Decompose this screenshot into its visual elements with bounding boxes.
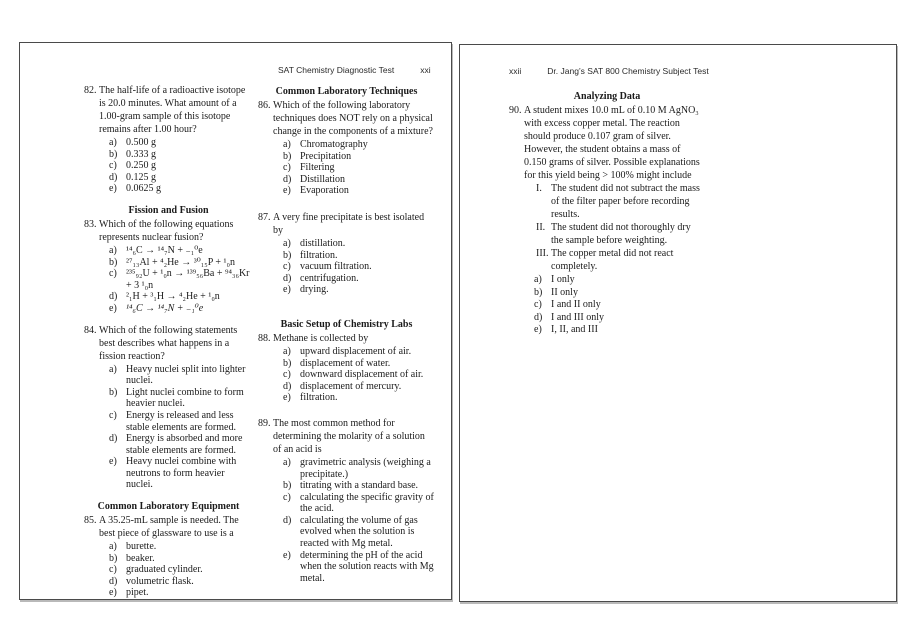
option-letter: d) [283,514,292,526]
answer-option-d [283,174,435,186]
option-text: Energy is absorbed and more stable elements are formed. [126,433,243,456]
question-stem: Which of the following statements best describes what happens in a fission reaction? [99,324,238,362]
option-text: 0.0625 g [126,183,161,195]
section-heading-basic-setup-of-chemistry-labs: Basic Setup of Chemistry Labs [280,318,413,330]
option-text: 0.125 g [126,171,156,183]
option-text: ²³⁵₉₂U + ¹₀n → ¹³⁹₅₆Ba + ⁹⁴₃₆Kr + 3 ¹₀n [126,268,250,291]
option-letter: e) [109,456,117,468]
question-number: 87. [258,211,271,223]
answer-options [99,364,253,492]
answer-option-d [534,312,705,325]
answer-options [273,457,435,585]
book-page-left [19,42,452,600]
option-text: Precipitation [300,150,352,162]
answer-option-d [283,273,435,285]
option-text: calculating the volume of gas evolved when the solution is reacted with Mg metal. [300,514,418,550]
option-text: filtration. [300,249,338,261]
question-87 [258,211,435,296]
option-text: ¹⁴₆C → ¹⁴₇N + ₋₁⁰e [126,302,204,314]
roman-label: II. [536,222,546,233]
question-number: 82. [84,85,97,96]
answer-options [99,137,253,195]
answer-option-a [534,274,705,287]
answer-option-b [283,250,435,262]
answer-option-d [109,433,253,456]
answer-option-e [109,183,253,195]
answer-option-c [109,410,253,433]
running-header-title: Dr. Jang’s SAT 800 Chemistry Subject Test [547,66,709,76]
answer-option-b [283,480,435,492]
option-text: 0.500 g [126,137,156,148]
answer-option-e [283,185,435,197]
question-stem: The half-life of a radioactive isotope is 20.0 minutes. What amount of a 1.00-gram sample of this isotope remains after 1.00 hour? [99,85,246,135]
option-text: filtration. [300,392,338,404]
option-text: gravimetric analysis (weighing a precipitate.) [300,456,431,480]
statement-text: The student did not thoroughly dry the sample before weighting. [551,222,691,246]
running-header-left [278,65,431,75]
question-number: 85. [84,515,97,527]
section-heading-common-laboratory-techniques: Common Laboratory Techniques [275,86,418,97]
option-letter: d) [109,575,118,587]
book-page-right [459,44,897,602]
option-letter: d) [109,291,118,303]
option-letter: a) [283,345,291,357]
option-letter: b) [109,386,118,398]
option-letter: e) [109,302,117,314]
question-88 [258,332,435,404]
answer-options [273,346,435,404]
answer-option-d [283,515,435,550]
question-86 [258,99,435,197]
option-letter: c) [109,409,117,421]
option-letter: a) [109,541,117,553]
answer-option-e [283,284,435,296]
answer-option-c [109,160,253,172]
question-number: 86. [258,100,271,111]
statement-i [536,182,705,221]
question-84 [84,324,253,492]
option-text: distillation. [300,237,346,249]
option-letter: b) [534,286,543,298]
answer-option-b [283,151,435,163]
option-letter: c) [283,261,291,273]
answer-option-c [283,261,435,273]
answer-option-d [109,291,253,303]
roman-label: III. [536,248,549,259]
running-header-right [509,66,709,76]
option-text: 0.333 g [126,148,156,160]
option-text: Heavy nuclei split into lighter nuclei. [126,363,246,387]
running-header-title: SAT Chemistry Diagnostic Test [278,65,395,75]
section-heading-common-laboratory-equipment: Common Laboratory Equipment [97,501,240,513]
question-82 [84,84,253,195]
option-text: downward displacement of air. [300,369,424,381]
question-number: 90. [509,105,522,116]
option-text: calculating the specific gravity of the acid. [300,491,434,515]
answer-option-e [283,392,435,404]
answer-option-b [534,287,705,300]
option-letter: a) [109,363,117,375]
question-85 [84,514,253,599]
answer-option-a [283,238,435,250]
question-stem: Which of the following equations represents nuclear fusion? [99,218,234,243]
option-letter: d) [283,173,292,185]
answer-option-a [283,139,435,151]
question-83 [84,218,253,315]
option-text: upward displacement of air. [300,345,412,357]
option-text: drying. [300,284,329,296]
answer-option-e [109,456,253,491]
option-letter: d) [283,272,292,284]
option-letter: a) [283,456,291,468]
option-letter: d) [283,380,292,392]
option-letter: c) [109,564,117,576]
option-text: beaker. [126,552,155,564]
question-number: 88. [258,332,271,344]
answer-option-c [534,299,705,312]
answer-option-b [283,358,435,370]
option-letter: d) [109,171,118,183]
page-folio: xxii [509,66,522,76]
option-letter: c) [109,268,117,280]
right-page-column-1 [509,90,705,346]
option-text: Evaporation [300,185,349,197]
left-page-column-1 [84,84,253,600]
answer-option-d [109,576,253,588]
option-text: II only [551,286,578,298]
question-number: 84. [84,324,97,336]
question-90 [509,104,705,337]
option-text: graduated cylinder. [126,564,203,576]
answer-option-b [109,149,253,161]
answer-option-c [109,564,253,576]
option-letter: c) [283,369,291,381]
option-letter: e) [109,587,117,599]
option-letter: c) [283,491,291,503]
statement-iii [536,247,705,273]
answer-option-b [109,553,253,565]
option-text: I and III only [551,311,605,323]
answer-option-e [109,587,253,599]
answer-option-c [109,268,253,291]
statement-ii [536,221,705,247]
option-letter: e) [283,284,291,296]
option-text: centrifugation. [300,272,359,284]
answer-option-a [109,541,253,553]
option-letter: a) [283,237,291,249]
answer-option-c [283,492,435,515]
option-text: 0.250 g [126,160,156,172]
option-text: ²₁H + ³₁H → ⁴₂He + ¹₀n [126,291,220,303]
answer-options [99,245,253,315]
option-text: ¹⁴₆C → ¹⁴₇N + ₋₁⁰e [126,244,203,256]
answer-option-d [109,172,253,184]
answer-option-a [109,137,253,149]
option-letter: c) [109,160,117,172]
option-text: Light nuclei combine to form heavier nuclei. [126,386,244,410]
answer-options [524,274,705,337]
option-letter: c) [534,299,542,311]
question-number: 83. [84,218,97,230]
option-text: Heavy nuclei combine with neutrons to form heavier nuclei. [126,456,237,491]
question-number: 89. [258,417,271,429]
option-text: titrating with a standard base. [300,480,419,492]
option-text: Chromatography [300,139,368,150]
question-stem: Which of the following laboratory techniques does NOT rely on a physical change in the components of a mixture? [273,100,433,137]
answer-option-e [534,324,705,337]
answer-options [99,541,253,599]
answer-option-a [109,245,253,257]
option-letter: b) [109,256,118,268]
question-stem: A student mixes 10.0 mL of 0.10 M AgNO₃ with excess copper metal. The reaction should produce 0.107 gram of silver. However, the student obtains a mass of 0.150 grams of silver. Possible explanations for this yield being > 100% might include [524,105,700,181]
question-89 [258,417,435,585]
option-text: I and II only [551,299,601,311]
section-heading-fission-and-fusion: Fission and Fusion [128,204,209,216]
option-letter: b) [283,480,292,492]
option-letter: e) [283,185,291,197]
option-letter: a) [109,244,117,256]
option-letter: d) [109,433,118,445]
option-letter: e) [283,392,291,404]
statement-text: The student did not subtract the mass of the filter paper before recording results. [551,183,700,220]
left-page-column-2 [258,85,435,593]
answer-option-c [283,369,435,381]
option-letter: e) [534,324,542,336]
option-text: pipet. [126,587,149,599]
answer-options [273,139,435,197]
option-text: Energy is released and less stable elements are formed. [126,409,236,433]
option-text: vacuum filtration. [300,261,372,273]
answer-option-c [283,162,435,174]
option-letter: b) [283,357,292,369]
answer-option-b [109,257,253,269]
answer-option-a [283,457,435,480]
answer-option-a [109,364,253,387]
option-letter: b) [109,148,118,160]
option-letter: e) [283,549,291,561]
option-text: ²⁷₁₃Al + ⁴₂He → ³⁰₁₅P + ¹₀n [126,256,236,268]
option-letter: a) [534,274,542,285]
question-stem: The most common method for determining the molarity of a solution of an acid is [273,417,425,455]
roman-label: I. [536,183,542,194]
question-stem: A very fine precipitate is best isolated by [273,211,425,236]
question-stem: A 35.25-mL sample is needed. The best piece of glassware to use is a [99,515,239,540]
page-folio: xxi [420,65,431,75]
option-letter: d) [534,311,543,323]
answer-option-e [109,303,253,315]
option-letter: b) [283,249,292,261]
answer-option-e [283,550,435,585]
option-text: burette. [126,541,157,553]
option-letter: e) [109,183,117,195]
option-letter: a) [283,139,291,150]
option-letter: a) [109,137,117,148]
answer-option-d [283,381,435,393]
option-text: I only [551,274,575,285]
option-text: volumetric flask. [126,575,194,587]
option-text: determining the pH of the acid when the solution reacts with Mg metal. [300,549,434,584]
option-text: displacement of mercury. [300,380,402,392]
option-text: Filtering [300,162,335,174]
answer-option-b [109,387,253,410]
option-text: I, II, and III [551,324,598,336]
option-text: Distillation [300,173,345,185]
option-letter: b) [283,150,292,162]
answer-option-a [283,346,435,358]
option-letter: c) [283,162,291,174]
question-stem: Methane is collected by [273,332,369,344]
section-heading-analyzing-data: Analyzing Data [573,91,641,102]
option-text: displacement of water. [300,357,391,369]
roman-numeral-statements [524,182,705,273]
option-letter: b) [109,552,118,564]
statement-text: The copper metal did not react completely. [551,248,674,272]
answer-options [273,238,435,296]
